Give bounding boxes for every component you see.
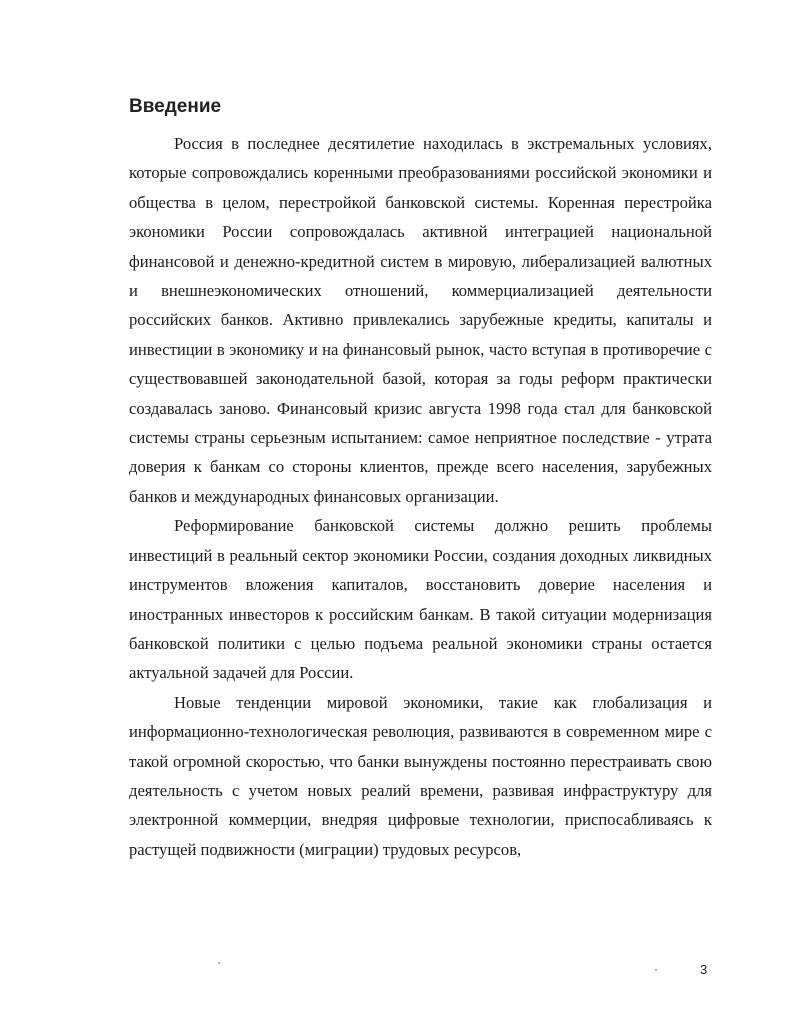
section-heading: Введение bbox=[129, 96, 222, 117]
body-text bbox=[129, 129, 712, 864]
scan-speck bbox=[655, 969, 657, 971]
paragraph-2: Реформирование банковской системы должно решить проблемы инвестиций в реальный сектор экономики России, создания доходных ликвидных инструментов вложения капиталов, восстановить доверие населения и иностранных инвесторов к российским банкам. В такой ситуации модернизация банковской политики с целью подъема реальной экономики страны остается актуальной задачей для России. bbox=[129, 516, 712, 683]
paragraph-3: Новые тенденции мировой экономики, такие как глобализация и информационно-технологическая революция, развиваются в современном мире с такой огромной скоростью, что банки вынуждены постоянно перестраивать свою деятельность с учетом новых реалий времени, развивая инфраструктуру для электронной коммерции, внедряя цифровые технологии, приспосабливаясь к растущей подвижности (миграции) трудовых ресурсов, bbox=[129, 692, 712, 859]
paragraph-1: Россия в последнее десятилетие находилась в экстремальных условиях, которые сопровождались коренными преобразованиями российской экономики и общества в целом, перестройкой банковской системы. Коренная перестройка экономики России сопровождалась активной интеграцией национальной финансовой и денежно-кредитной систем в мировую, либерализацией валютных и внешнеэкономических отношений, коммерциализацией деятельности российских банков. Активно привлекались зарубежные кредиты, капиталы и инвестиции в экономику и на финансовый рынок, часто вступая в противоречие с существовавшей законодательной базой, которая за годы реформ практически создавалась заново. Финансовый кризис августа 1998 года стал для банковской системы страны серьезным испытанием: самое неприятное последствие - утрата доверия к банкам со стороны клиентов, прежде всего населения, зарубежных банков и международных финансовых организации. bbox=[129, 134, 712, 506]
scan-speck bbox=[218, 962, 220, 964]
page-number: 3 bbox=[700, 962, 708, 977]
